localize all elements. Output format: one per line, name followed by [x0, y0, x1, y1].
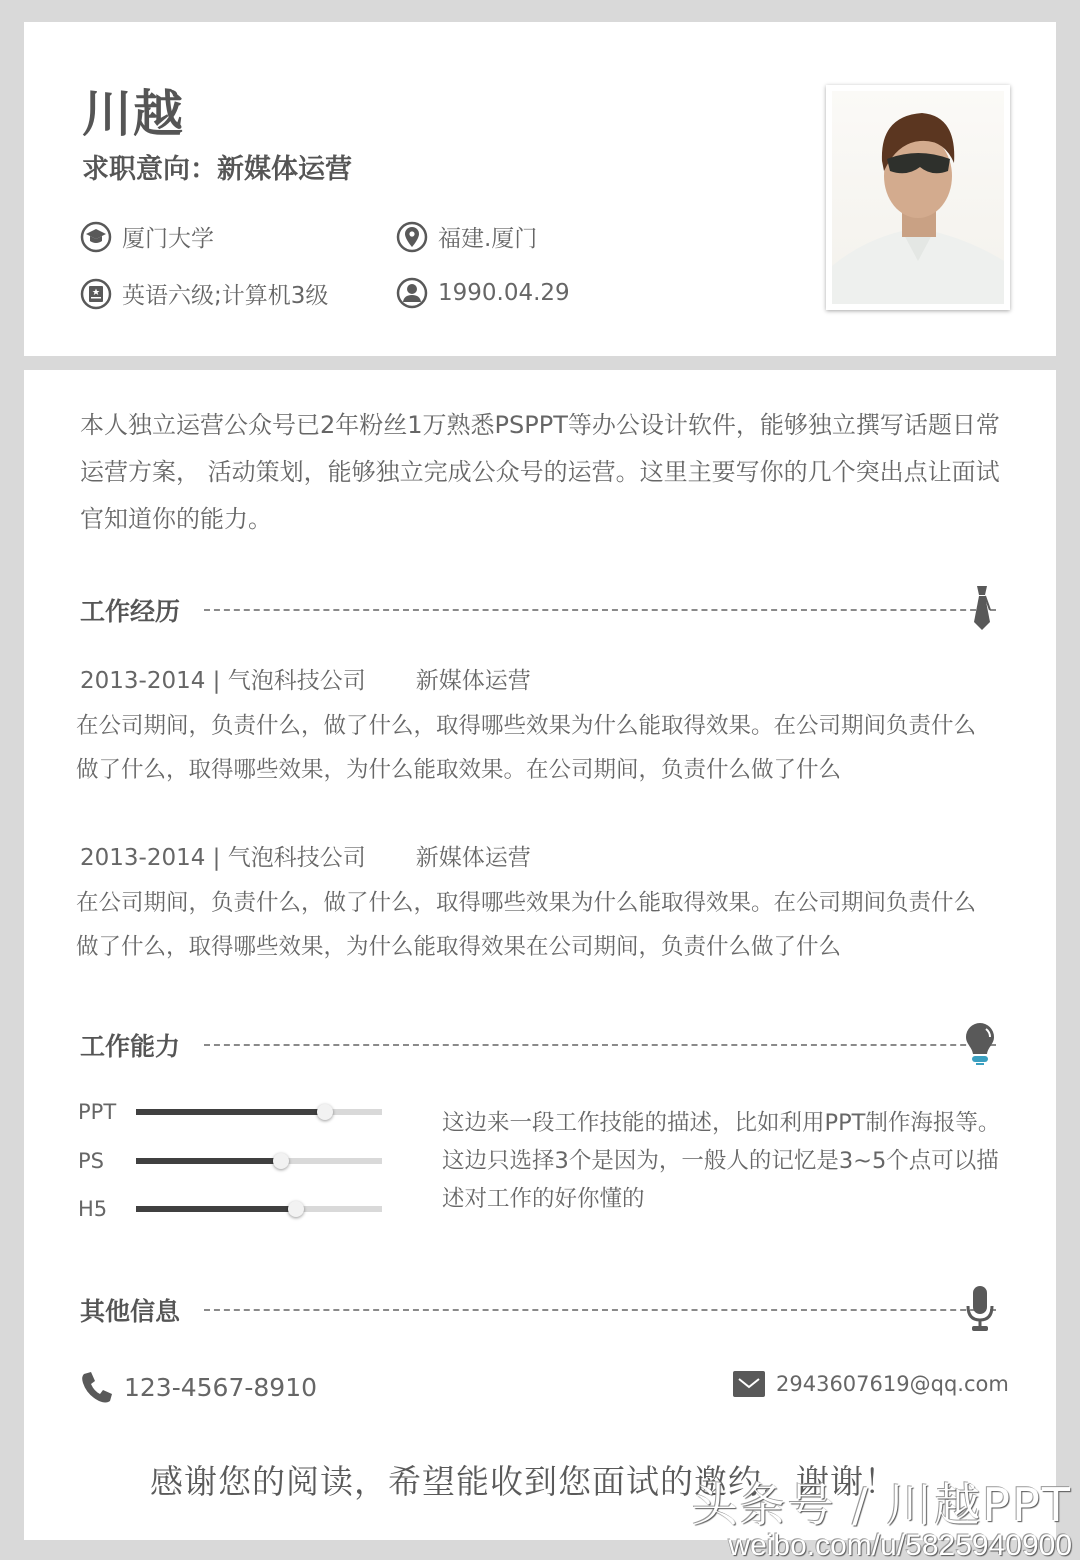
skill-bar-fill — [136, 1158, 281, 1164]
certificate-icon — [80, 278, 112, 310]
info-location — [396, 220, 537, 253]
section-other-header — [80, 1290, 1000, 1330]
profile-photo-image — [832, 91, 1004, 304]
skill-h5 — [78, 1197, 382, 1221]
skill-bar-fill — [136, 1206, 296, 1212]
map-pin-icon — [396, 221, 428, 253]
school-text: 厦门大学 — [122, 226, 214, 252]
skill-bar-knob — [273, 1153, 289, 1169]
skill-bar-track — [136, 1109, 382, 1115]
email-address: 2943607619@qq.com — [776, 1372, 1009, 1396]
job-role: 新媒体运营 — [415, 845, 531, 871]
section-title: 工作能力 — [80, 1032, 181, 1061]
job-period-company: 2013-2014 | 气泡科技公司 — [80, 845, 366, 871]
section-title: 其他信息 — [80, 1297, 181, 1326]
info-school — [80, 220, 214, 253]
skills-description: 这边来一段工作技能的描述，比如利用PPT制作海报等。这边只选择3个是因为，一般人的记忆是3~5个点可以描述对工作的好你懂的 — [442, 1110, 1001, 1212]
skill-label: PPT — [78, 1100, 117, 1124]
lightbulb-icon — [962, 1020, 998, 1070]
job-entry-2-description: 在公司期间，负责什么，做了什么，取得哪些效果为什么能取得效果。在公司期间负责什么做了什么，取得哪些效果，为什么能取得效果在公司期间，负责什么做了什么 — [76, 890, 977, 960]
job-role: 新媒体运营 — [415, 668, 531, 694]
skill-bar-fill — [136, 1109, 325, 1115]
graduation-cap-icon — [80, 221, 112, 253]
job-entry-1-header — [80, 662, 531, 695]
watermark-line-2: weibo.com/u/5825940900 — [728, 1529, 1072, 1560]
section-skills-header — [80, 1025, 1000, 1065]
microphone-icon — [962, 1284, 998, 1334]
contact-phone — [80, 1370, 317, 1404]
location-text: 福建.厦门 — [438, 226, 538, 252]
skill-label: PS — [78, 1149, 104, 1173]
contact-email — [732, 1370, 1009, 1398]
birthday-text: 1990.04.29 — [438, 280, 570, 306]
candidate-name: 川越 — [82, 85, 184, 143]
skill-bar-track — [136, 1206, 382, 1212]
skill-ps — [78, 1149, 382, 1173]
phone-icon — [80, 1370, 114, 1404]
dashed-divider — [204, 1044, 996, 1046]
skill-label: H5 — [78, 1197, 108, 1221]
tie-icon — [964, 584, 1000, 634]
job-period-company: 2013-2014 | 气泡科技公司 — [80, 668, 366, 694]
skill-bar-track — [136, 1158, 382, 1164]
envelope-icon — [732, 1370, 766, 1398]
profile-header-panel — [24, 22, 1056, 356]
phone-number: 123-4567-8910 — [124, 1372, 318, 1402]
info-birthday — [396, 277, 570, 309]
profile-photo — [826, 85, 1010, 310]
job-entry-2-header — [80, 839, 531, 872]
person-portrait-icon — [832, 91, 1004, 304]
section-experience-header — [80, 590, 1000, 630]
skill-bar-knob — [317, 1104, 333, 1120]
personal-summary: 本人独立运营公众号已2年粉丝1万熟悉PSPPT等办公设计软件，能够独立撰写话题日常运营方案， 活动策划，能够独立完成公众号的运营。这里主要写你的几个突出点让面试官知道你的能力。 — [80, 411, 1000, 533]
thank-you-message: 感谢您的阅读，希望能收到您面试的邀约，谢谢！ — [150, 1462, 898, 1501]
dashed-divider — [204, 1309, 996, 1311]
skill-ppt — [78, 1100, 382, 1124]
certificates-text: 英语六级;计算机3级 — [122, 283, 329, 309]
job-objective: 求职意向：新媒体运营 — [82, 154, 352, 185]
section-title: 工作经历 — [80, 597, 181, 626]
user-icon — [396, 277, 428, 309]
dashed-divider — [204, 609, 996, 611]
watermark-line-1: 头条号 / 川越PPT — [691, 1478, 1072, 1532]
resume-body-panel — [24, 370, 1056, 1540]
info-certificates — [80, 277, 328, 310]
job-entry-1-description: 在公司期间，负责什么，做了什么，取得哪些效果为什么能取得效果。在公司期间负责什么做了什么，取得哪些效果，为什么能取效果。在公司期间，负责什么做了什么 — [76, 713, 977, 783]
skill-bar-knob — [288, 1201, 304, 1217]
